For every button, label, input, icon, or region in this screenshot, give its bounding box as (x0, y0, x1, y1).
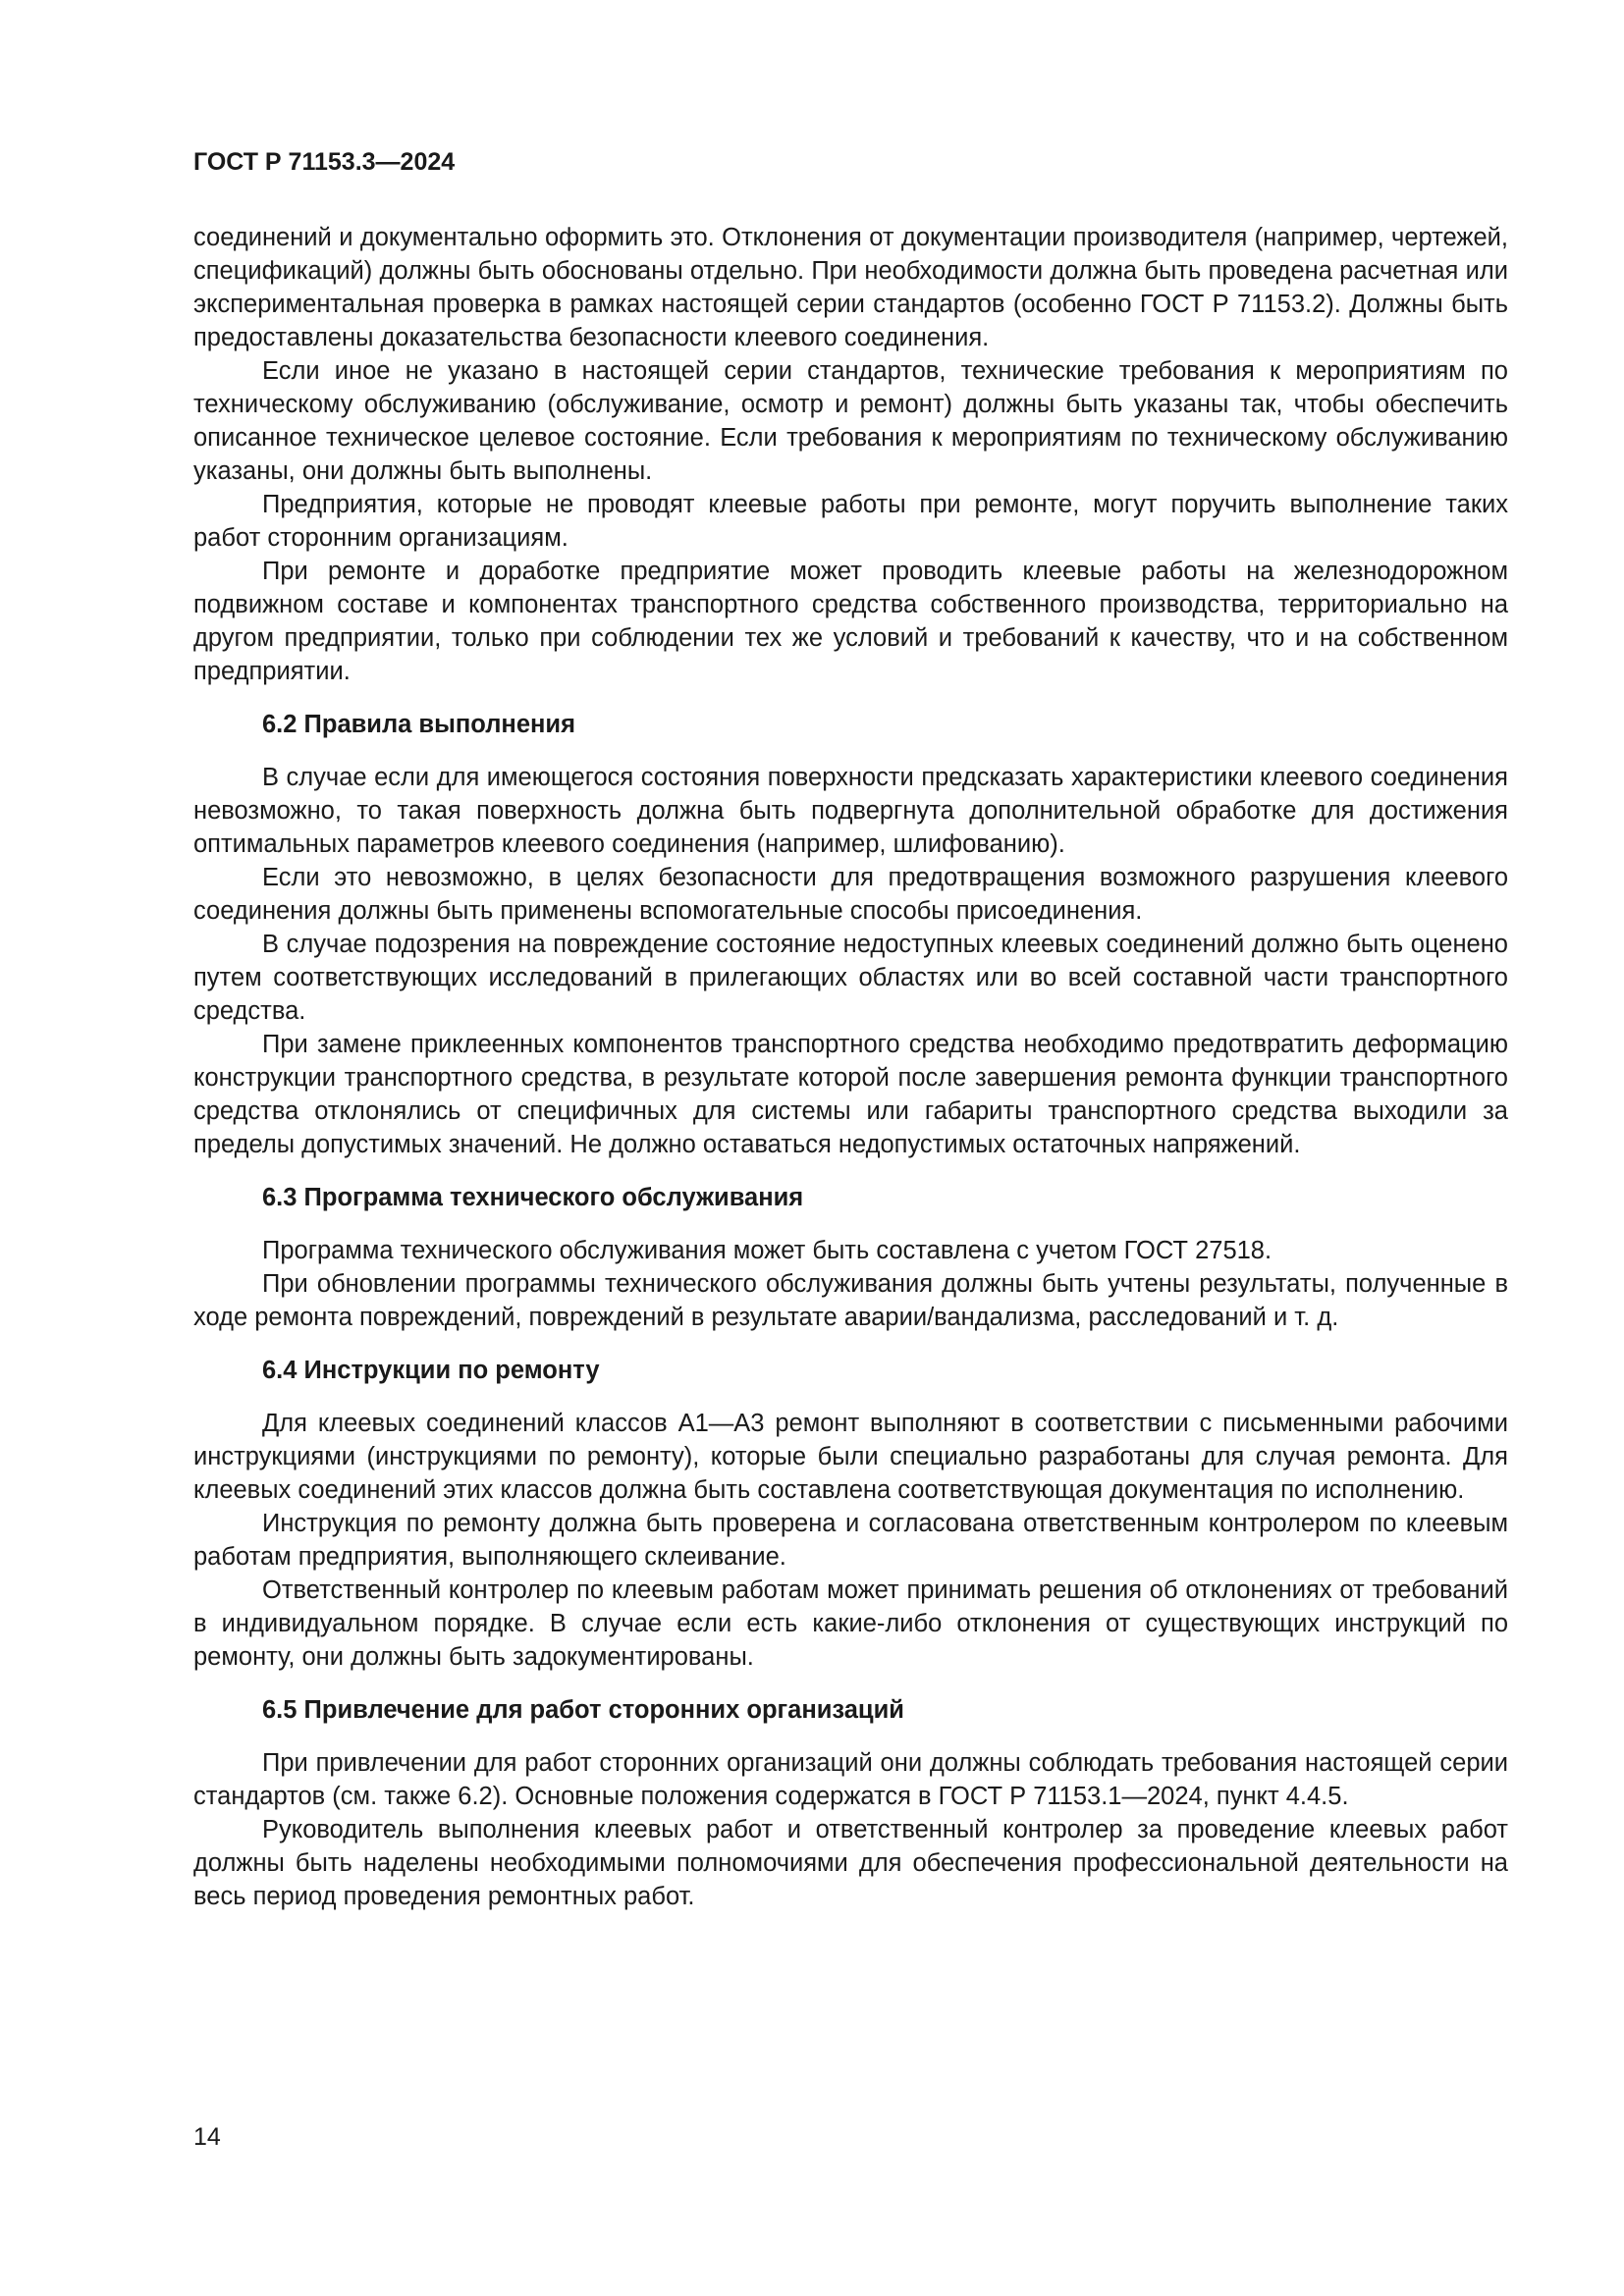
section-6-4-paragraph-3: Ответственный контролер по клеевым работам может принимать решения об отклонениях от требований в индивидуальном порядке. В случае если есть какие-либо отклонения от существующих инструкций по ремонту, они должны быть задокументированы. (193, 1576, 1508, 1671)
intro-paragraph-3: Предприятия, которые не проводят клеевые работы при ремонте, могут поручить выполнение таких работ сторонним организациям. (193, 491, 1508, 552)
section-6-5-paragraph-1: При привлечении для работ сторонних организаций они должны соблюдать требования настоящей серии стандартов (см. также 6.2). Основные положения содержатся в ГОСТ Р 71153.1—2024, пункт 4.4.5. (193, 1749, 1508, 1810)
section-heading-6-5: 6.5 Привлечение для работ сторонних организаций (262, 1696, 904, 1724)
section-6-4-paragraph-2: Инструкция по ремонту должна быть проверена и согласована ответственным контролером по клеевым работам предприятия, выполняющего склеивание. (193, 1510, 1508, 1571)
standard-id-header: ГОСТ Р 71153.3—2024 (193, 148, 456, 176)
section-6-5-paragraph-2: Руководитель выполнения клеевых работ и ответственный контролер за проведение клеевых работ должны быть наделены необходимыми полномочиями для обеспечения профессиональной деятельности на весь период проведения ремонтных работ. (193, 1816, 1508, 1910)
section-heading-6-3: 6.3 Программа технического обслуживания (262, 1184, 804, 1211)
section-6-4-paragraph-1: Для клеевых соединений классов А1—А3 ремонт выполняют в соответствии с письменными рабочими инструкциями (инструкциями по ремонту), которые были специально разработаны для случая ремонта. Для клеевых соединений этих классов должна быть составлена соответствующая документация по исполнению. (193, 1410, 1508, 1504)
section-6-2-paragraph-2: Если это невозможно, в целях безопасности для предотвращения возможного разрушения клеевого соединения должны быть применены вспомогательные способы присоединения. (193, 864, 1508, 925)
intro-paragraph-4: При ремонте и доработке предприятие может проводить клеевые работы на железнодорожном подвижном составе и компонентах транспортного средства собственного производства, территориально на другом предприятии, только при соблюдении тех же условий и требований к качеству, что и на собственном предприятии. (193, 558, 1508, 685)
section-6-2-paragraph-4: При замене приклеенных компонентов транспортного средства необходимо предотвратить деформацию конструкции транспортного средства, в результате которой после завершения ремонта функции транспортного средства отклонялись от специфичных для системы или габариты транспортного средства выходили за пределы допустимых значений. Не должно оставаться недопустимых остаточных напряжений. (193, 1031, 1508, 1158)
section-6-2-paragraph-3: В случае подозрения на повреждение состояние недоступных клеевых соединений должно быть оценено путем соответствующих исследований в прилегающих областях или во всей составной части транспортного средства. (193, 931, 1508, 1025)
section-6-2-paragraph-1: В случае если для имеющегося состояния поверхности предсказать характеристики клеевого соединения невозможно, то такая поверхность должна быть подвергнута дополнительной обработке для достижения оптимальных параметров клеевого соединения (например, шлифованию). (193, 764, 1508, 858)
section-6-3-paragraph-1: Программа технического обслуживания может быть составлена с учетом ГОСТ 27518. (262, 1237, 1272, 1264)
section-6-3-paragraph-2: При обновлении программы технического обслуживания должны быть учтены результаты, полученные в ходе ремонта повреждений, повреждений в результате аварии/вандализма, расследований и т. д. (193, 1270, 1508, 1331)
section-heading-6-2: 6.2 Правила выполнения (262, 711, 575, 738)
intro-paragraph-2: Если иное не указано в настоящей серии стандартов, технические требования к мероприятиям по техническому обслуживанию (обслуживание, осмотр и ремонт) должны быть указаны так, чтобы обеспечить описанное техническое целевое состояние. Если требования к мероприятиям по техническому обслуживанию указаны, они должны быть выполнены. (193, 357, 1508, 485)
page-number: 14 (193, 2123, 221, 2151)
section-heading-6-4: 6.4 Инструкции по ремонту (262, 1357, 600, 1384)
intro-paragraph-1: соединений и документально оформить это. Отклонения от документации производителя (например, чертежей, спецификаций) должны быть обоснованы отдельно. При необходимости должна быть проведена расчетная или экспериментальная проверка в рамках настоящей серии стандартов (особенно ГОСТ Р 71153.2). Должны быть предоставлены доказательства безопасности клеевого соединения. (193, 224, 1508, 351)
document-page (193, 147, 1508, 1913)
